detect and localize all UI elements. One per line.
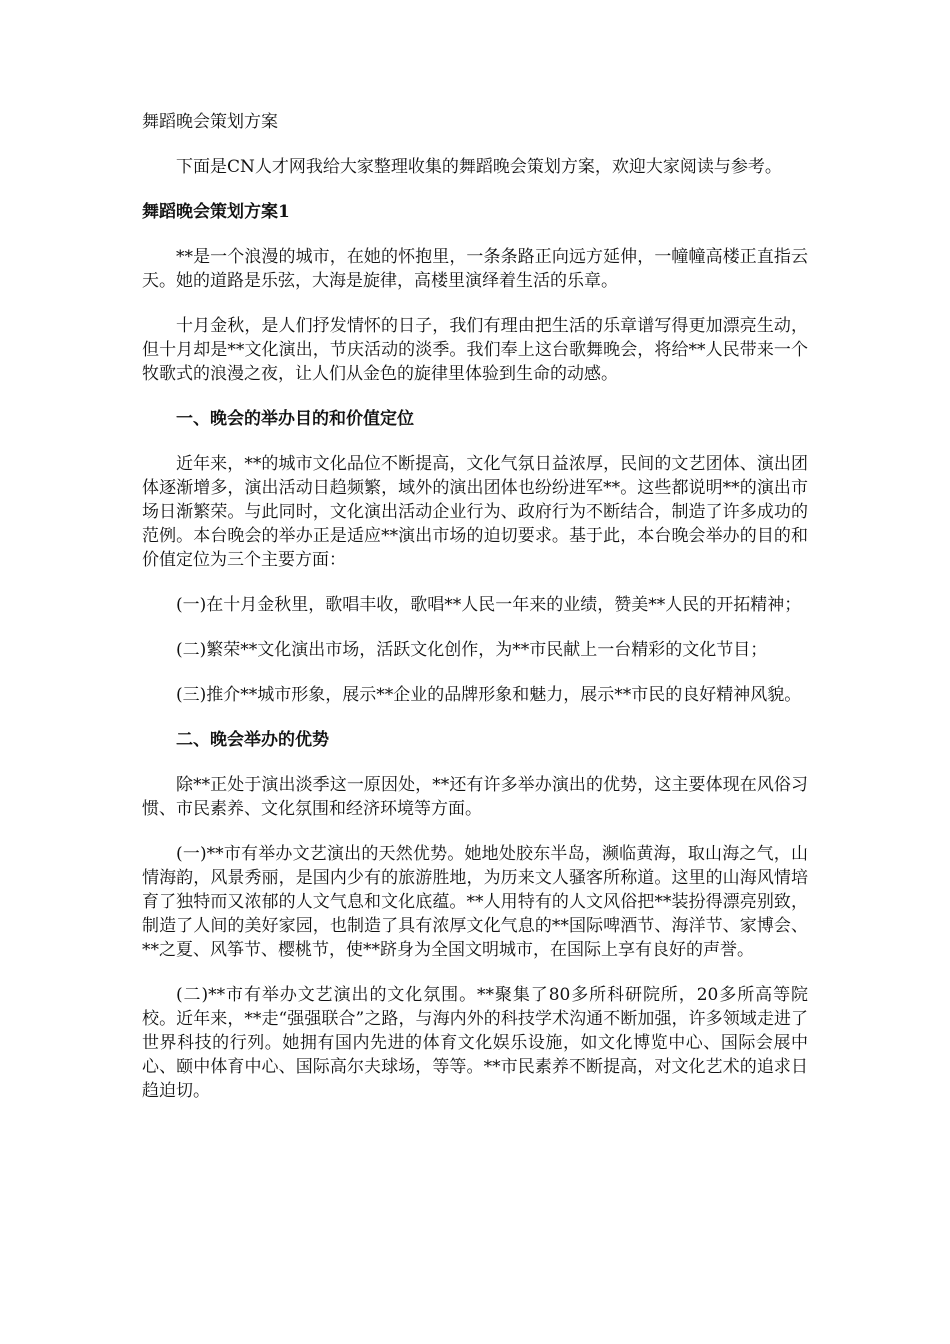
list-item: (一)在十月金秋里，歌唱丰收，歌唱**人民一年来的业绩，赞美**人民的开拓精神；: [176, 595, 802, 615]
section-heading: 二、晚会举办的优势: [176, 730, 329, 750]
document-title: 舞蹈晚会策划方案: [142, 112, 278, 132]
section-title: 舞蹈晚会策划方案1: [142, 202, 290, 222]
list-item: (二)**市有举办文艺演出的文化氛围。**聚集了80多所科研院所，20多所高等院校。近年来，**走“强强联合”之路，与海内外的科技学术沟通不断加强，许多领域走进了世界科技的行列。她拥有国内先进的体育文化娱乐设施，如文化博览中心、国际会展中心、颐中体育中心、国际高尔夫球场，等等。**市民素养不断提高，对文化艺术的追求日趋迫切。: [142, 985, 808, 1101]
document-body: [142, 110, 808, 1124]
paragraph: **是一个浪漫的城市，在她的怀抱里，一条条路正向远方延伸，一幢幢高楼正直指云天。她的道路是乐弦，大海是旋律，高楼里演绎着生活的乐章。: [142, 247, 808, 291]
list-item: (一)**市有举办文艺演出的天然优势。她地处胶东半岛，濒临黄海，取山海之气，山情海韵，风景秀丽，是国内少有的旅游胜地，为历来文人骚客所称道。这里的山海风情培育了独特而又浓郁的人文气息和文化底蕴。**人用特有的人文风俗把**装扮得漂亮别致，制造了人间的美好家园，也制造了具有浓厚文化气息的**国际啤酒节、海洋节、家博会、**之夏、风筝节、樱桃节，使**跻身为全国文明城市，在国际上享有良好的声誉。: [142, 844, 808, 960]
section-heading: 一、晚会的举办目的和价值定位: [176, 409, 414, 429]
paragraph: 除**正处于演出淡季这一原因处，**还有许多举办演出的优势，这主要体现在风俗习惯、市民素养、文化氛围和经济环境等方面。: [142, 775, 808, 819]
list-item: (二)繁荣**文化演出市场，活跃文化创作，为**市民献上一台精彩的文化节目；: [176, 640, 768, 660]
intro-paragraph: 下面是CN人才网我给大家整理收集的舞蹈晚会策划方案，欢迎大家阅读与参考。: [176, 157, 782, 177]
paragraph: 十月金秋，是人们抒发情怀的日子，我们有理由把生活的乐章谱写得更加漂亮生动，但十月却是**文化演出，节庆活动的淡季。我们奉上这台歌舞晚会，将给**人民带来一个牧歌式的浪漫之夜，让人们从金色的旋律里体验到生命的动感。: [142, 316, 808, 384]
list-item: (三)推介**城市形象，展示**企业的品牌形象和魅力，展示**市民的良好精神风貌。: [176, 685, 802, 705]
paragraph: 近年来，**的城市文化品位不断提高，文化气氛日益浓厚，民间的文艺团体、演出团体逐渐增多，演出活动日趋频繁，域外的演出团体也纷纷进军**。这些都说明**的演出市场日渐繁荣。与此同时，文化演出活动企业行为、政府行为不断结合，制造了许多成功的范例。本台晚会的举办正是适应**演出市场的迫切要求。基于此，本台晚会举办的目的和价值定位为三个主要方面：: [142, 454, 808, 570]
